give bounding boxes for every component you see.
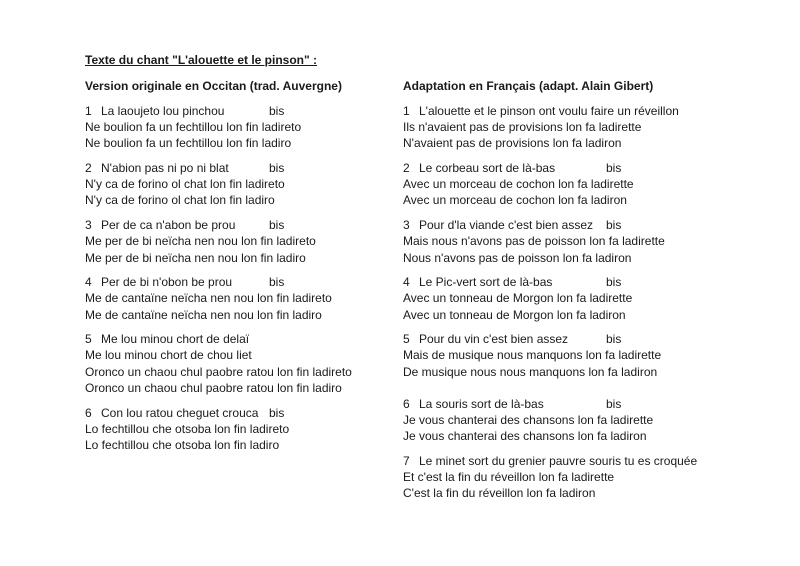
verse-first-line — [403, 103, 723, 119]
repeat-marker: bis — [269, 104, 285, 118]
verse — [403, 274, 723, 323]
verse-line: Lo fechtillou che otsoba lon fin ladiro — [85, 437, 280, 452]
verse — [85, 331, 385, 396]
verse-first-line-text: Pour du vin c'est bien assez — [419, 332, 569, 347]
verse-line: Mais nous n'avons pas de poisson lon fa ladirette — [403, 234, 665, 249]
verse-line: Je vous chanterai des chansons lon fa ladirette — [403, 413, 654, 427]
verse-first-line — [85, 274, 385, 290]
verse-first-line-text: Le corbeau sort de là-bas — [419, 161, 556, 176]
repeat-marker: bis — [269, 405, 285, 420]
verse-number: 4 — [403, 275, 410, 290]
repeat-marker: bis — [269, 218, 285, 233]
occitan-verses — [85, 103, 385, 453]
verse-line: Me lou minou chort de chou liet — [85, 348, 252, 363]
repeat-marker: bis — [269, 161, 285, 176]
verse-first-line-text: Con lou ratou cheguet crouca — [101, 405, 259, 420]
verse-line: Lo fechtillou che otsoba lon fin ladireto — [85, 421, 290, 436]
repeat-marker: bis — [606, 218, 622, 233]
verse-first-line-text: N'abion pas ni po ni blat — [101, 161, 229, 176]
verse-first-line-text: L'alouette et le pinson ont voulu faire un réveillon — [419, 104, 679, 118]
verse-first-line — [85, 331, 385, 347]
verse — [403, 331, 723, 380]
verse-number: 5 — [85, 332, 92, 347]
verse-first-line — [85, 103, 385, 119]
verse-number: 3 — [403, 218, 410, 233]
repeat-marker: bis — [606, 332, 622, 347]
verse-number: 2 — [403, 161, 410, 176]
verse-line: Nous n'avons pas de poisson lon fa ladiron — [403, 250, 632, 265]
verse-number: 4 — [85, 275, 92, 290]
repeat-marker: bis — [606, 396, 622, 411]
verse-first-line-text: Per de bi n'obon be prou — [101, 275, 233, 290]
document-title: Texte du chant "L'alouette et le pinson" : — [85, 53, 318, 67]
verse — [403, 453, 723, 502]
french-verses — [403, 103, 723, 501]
verse — [403, 103, 723, 152]
verse — [85, 160, 385, 209]
verse-line: Avec un tonneau de Morgon lon fa ladirette — [403, 291, 633, 306]
verse-line: Me per de bi neïcha nen nou lon fin ladiro — [85, 250, 306, 265]
verse-line: C'est la fin du réveillon lon fa ladiron — [403, 486, 596, 501]
verse-number: 1 — [403, 104, 410, 118]
verse-first-line-text: Pour d'la viande c'est bien assez — [419, 218, 594, 233]
verse-first-line-text: La souris sort de là-bas — [419, 396, 544, 411]
verse-number: 2 — [85, 161, 92, 176]
verse-first-line — [403, 331, 723, 347]
verse-line: Je vous chanterai des chansons lon fa ladiron — [403, 429, 647, 444]
verse-first-line-text: Le minet sort du grenier pauvre souris tu es croquée — [419, 453, 698, 468]
verse — [403, 396, 723, 445]
verse-first-line-text: Le Pic-vert sort de là-bas — [419, 275, 553, 290]
verse-line: Me de cantaïne neïcha nen nou lon fin ladireto — [85, 291, 332, 306]
verse-number: 6 — [85, 405, 92, 420]
verse-first-line-text: Per de ca n'abon be prou — [101, 218, 236, 233]
verse-first-line — [85, 160, 385, 176]
verse-line: Et c'est la fin du réveillon lon fa ladirette — [403, 470, 615, 485]
repeat-marker: bis — [269, 275, 285, 290]
french-heading: Adaptation en Français (adapt. Alain Gibert) — [403, 79, 654, 93]
verse-first-line — [85, 405, 385, 421]
repeat-marker: bis — [606, 275, 622, 290]
verse-number: 7 — [403, 453, 410, 468]
verse-line: Avec un tonneau de Morgon lon fa ladiron — [403, 307, 626, 322]
verse-number: 1 — [85, 104, 92, 118]
verse-line: Me per de bi neïcha nen nou lon fin ladireto — [85, 234, 316, 249]
verse — [403, 217, 723, 266]
verse-line: Ne boulion fa un fechtillou lon fin ladireto — [85, 120, 302, 135]
verse — [85, 103, 385, 152]
occitan-heading: Version originale en Occitan (trad. Auvergne) — [85, 79, 342, 93]
verse-first-line — [403, 160, 723, 176]
verse-line: N'avaient pas de provisions lon fa ladiron — [403, 136, 622, 151]
verse — [403, 160, 723, 209]
verse-first-line — [403, 396, 723, 412]
verse-first-line — [403, 274, 723, 290]
verse-line: De musique nous nous manquons lon fa ladiron — [403, 364, 658, 379]
verse-number: 6 — [403, 396, 410, 411]
verse-line: Avec un morceau de cochon lon fa ladirette — [403, 177, 634, 192]
verse-line: Ne boulion fa un fechtillou lon fin ladiro — [85, 136, 292, 151]
verse-first-line — [403, 217, 723, 233]
verse-first-line-text: Me lou minou chort de delaï — [101, 332, 250, 347]
verse-number: 3 — [85, 218, 92, 233]
verse-line: Mais de musique nous manquons lon fa ladirette — [403, 348, 662, 363]
occitan-column — [85, 78, 385, 462]
repeat-marker: bis — [606, 161, 622, 176]
verse-first-line — [403, 453, 723, 469]
verse-line: Me de cantaïne neïcha nen nou lon fin ladiro — [85, 307, 322, 322]
verse-first-line-text: La laoujeto lou pinchou — [101, 104, 225, 118]
verse — [85, 405, 385, 454]
french-column — [403, 78, 723, 510]
verse — [85, 274, 385, 323]
verse-line: Oronco un chaou chul paobre ratou lon fin ladiro — [85, 380, 342, 395]
verse-line: Avec un morceau de cochon lon fa ladiron — [403, 193, 627, 208]
verse-line: Ils n'avaient pas de provisions lon fa ladirette — [403, 120, 642, 135]
verse-line: Oronco un chaou chul paobre ratou lon fin ladireto — [85, 364, 352, 379]
verse-first-line — [85, 217, 385, 233]
verse-number: 5 — [403, 332, 410, 347]
verse-line: N'y ca de forino ol chat lon fin ladireto — [85, 177, 285, 192]
verse-line: N'y ca de forino ol chat lon fin ladiro — [85, 193, 275, 208]
verse — [85, 217, 385, 266]
